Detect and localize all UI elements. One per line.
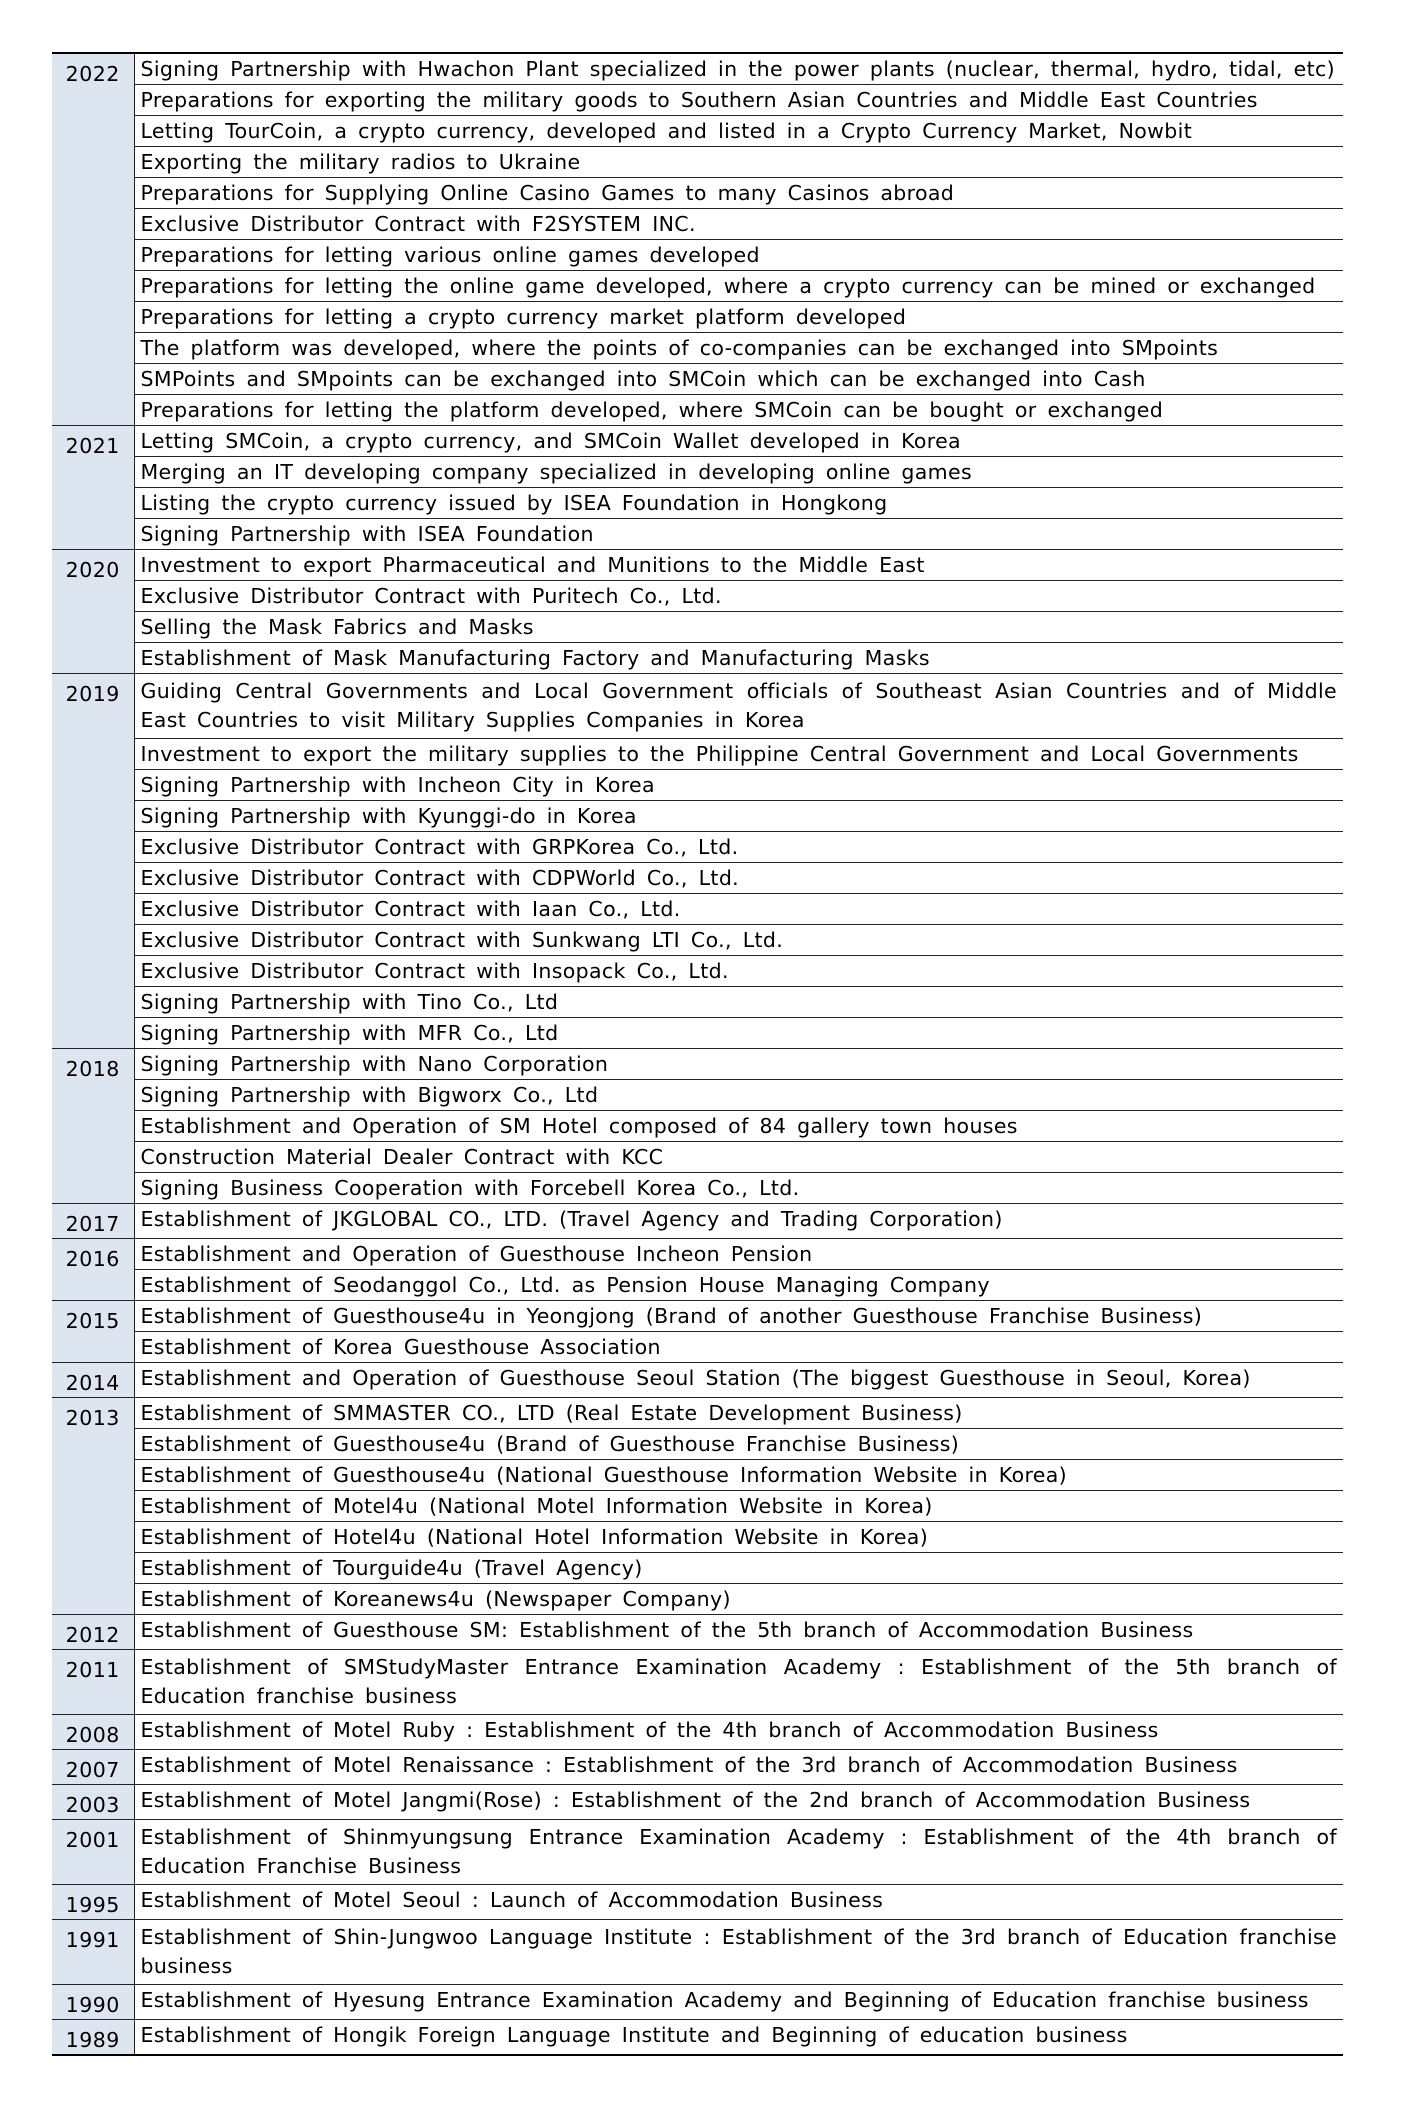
event-cell: Establishment of Guesthouse4u in Yeongjong (Brand of another Guesthouse Franchise Business) <box>134 1300 1343 1331</box>
event-cell: Guiding Central Governments and Local Government officials of Southeast Asian Countries and of Middle East Countries to visit Military Supplies Companies in Korea <box>134 673 1343 738</box>
event-cell: Establishment of Guesthouse4u (National Guesthouse Information Website in Korea) <box>134 1459 1343 1490</box>
history-row <box>52 1017 1343 1048</box>
event-cell: Exclusive Distributor Contract with Puritech Co., Ltd. <box>134 580 1343 611</box>
history-row <box>52 1583 1343 1614</box>
history-row <box>52 1819 1343 1884</box>
history-row <box>52 611 1343 642</box>
history-row <box>52 1649 1343 1714</box>
event-cell: SMPoints and SMpoints can be exchanged into SMCoin which can be exchanged into Cash <box>134 363 1343 394</box>
history-row <box>52 580 1343 611</box>
history-row <box>52 986 1343 1017</box>
year-cell: 2016 <box>52 1238 134 1300</box>
event-cell: Selling the Mask Fabrics and Masks <box>134 611 1343 642</box>
history-row <box>52 1490 1343 1521</box>
event-cell: Signing Business Cooperation with Forcebell Korea Co., Ltd. <box>134 1172 1343 1203</box>
event-cell: Preparations for letting various online games developed <box>134 239 1343 270</box>
history-row <box>52 487 1343 518</box>
event-cell: Establishment and Operation of Guesthouse Incheon Pension <box>134 1238 1343 1269</box>
history-row <box>52 642 1343 673</box>
history-row <box>52 1141 1343 1172</box>
event-cell: Preparations for Supplying Online Casino Games to many Casinos abroad <box>134 177 1343 208</box>
history-row <box>52 1331 1343 1362</box>
event-cell: Listing the crypto currency issued by ISEA Foundation in Hongkong <box>134 487 1343 518</box>
history-row <box>52 769 1343 800</box>
history-row <box>52 239 1343 270</box>
event-cell: Establishment of Guesthouse SM: Establishment of the 5th branch of Accommodation Business <box>134 1614 1343 1649</box>
event-cell: Establishment of Guesthouse4u (Brand of Guesthouse Franchise Business) <box>134 1428 1343 1459</box>
event-cell: Signing Partnership with Incheon City in Korea <box>134 769 1343 800</box>
company-history-table <box>52 52 1343 2056</box>
history-row <box>52 1300 1343 1331</box>
event-cell: Establishment of Tourguide4u (Travel Agency) <box>134 1552 1343 1583</box>
history-row <box>52 800 1343 831</box>
history-row <box>52 177 1343 208</box>
year-cell: 1990 <box>52 1984 134 2019</box>
history-row <box>52 270 1343 301</box>
history-row <box>52 394 1343 425</box>
history-row <box>52 53 1343 84</box>
event-cell: Establishment of Motel Seoul : Launch of Accommodation Business <box>134 1884 1343 1919</box>
history-row <box>52 115 1343 146</box>
history-row <box>52 549 1343 580</box>
history-row <box>52 208 1343 239</box>
year-cell: 2019 <box>52 673 134 1048</box>
event-cell: Establishment of Motel4u (National Motel Information Website in Korea) <box>134 1490 1343 1521</box>
year-cell: 2021 <box>52 425 134 549</box>
event-cell: Signing Partnership with Hwachon Plant specialized in the power plants (nuclear, thermal, hydro, tidal, etc) <box>134 53 1343 84</box>
event-cell: Exclusive Distributor Contract with Iaan Co., Ltd. <box>134 893 1343 924</box>
history-row <box>52 518 1343 549</box>
history-row <box>52 862 1343 893</box>
event-cell: Establishment and Operation of SM Hotel composed of 84 gallery town houses <box>134 1110 1343 1141</box>
event-cell: Establishment of Shinmyungsung Entrance Examination Academy : Establishment of the 4th branch of Education Franchise Business <box>134 1819 1343 1884</box>
event-cell: Signing Partnership with Kyunggi-do in Korea <box>134 800 1343 831</box>
history-row <box>52 1614 1343 1649</box>
event-cell: Establishment of Hotel4u (National Hotel Information Website in Korea) <box>134 1521 1343 1552</box>
event-cell: Establishment of Seodanggol Co., Ltd. as Pension House Managing Company <box>134 1269 1343 1300</box>
history-row <box>52 1884 1343 1919</box>
event-cell: Signing Partnership with ISEA Foundation <box>134 518 1343 549</box>
history-table-body <box>52 53 1343 2055</box>
history-row <box>52 301 1343 332</box>
history-row <box>52 1428 1343 1459</box>
event-cell: Signing Partnership with Nano Corporation <box>134 1048 1343 1079</box>
history-row <box>52 1552 1343 1583</box>
event-cell: Exclusive Distributor Contract with Sunkwang LTI Co., Ltd. <box>134 924 1343 955</box>
event-cell: Establishment of Motel Jangmi(Rose) : Establishment of the 2nd branch of Accommodation Business <box>134 1784 1343 1819</box>
event-cell: Preparations for exporting the military goods to Southern Asian Countries and Middle East Countries <box>134 84 1343 115</box>
year-cell: 2007 <box>52 1749 134 1784</box>
event-cell: Letting SMCoin, a crypto currency, and SMCoin Wallet developed in Korea <box>134 425 1343 456</box>
year-cell: 2022 <box>52 53 134 425</box>
event-cell: Establishment of SMMASTER CO., LTD (Real Estate Development Business) <box>134 1397 1343 1428</box>
event-cell: Preparations for letting the platform developed, where SMCoin can be bought or exchanged <box>134 394 1343 425</box>
event-cell: Exclusive Distributor Contract with Insopack Co., Ltd. <box>134 955 1343 986</box>
year-cell: 1989 <box>52 2019 134 2055</box>
event-cell: Exclusive Distributor Contract with CDPWorld Co., Ltd. <box>134 862 1343 893</box>
event-cell: Exclusive Distributor Contract with F2SYSTEM INC. <box>134 208 1343 239</box>
history-row <box>52 1784 1343 1819</box>
history-row <box>52 1459 1343 1490</box>
event-cell: Establishment of Hongik Foreign Language Institute and Beginning of education business <box>134 2019 1343 2055</box>
year-cell: 2014 <box>52 1362 134 1397</box>
event-cell: Establishment of Shin-Jungwoo Language Institute : Establishment of the 3rd branch of Education franchise business <box>134 1919 1343 1984</box>
history-row <box>52 1397 1343 1428</box>
event-cell: The platform was developed, where the points of co-companies can be exchanged into SMpoints <box>134 332 1343 363</box>
history-row <box>52 673 1343 738</box>
history-row <box>52 456 1343 487</box>
history-row <box>52 425 1343 456</box>
history-row <box>52 84 1343 115</box>
history-row <box>52 1984 1343 2019</box>
history-row <box>52 924 1343 955</box>
history-row <box>52 955 1343 986</box>
history-row <box>52 363 1343 394</box>
event-cell: Establishment of Motel Ruby : Establishment of the 4th branch of Accommodation Business <box>134 1714 1343 1749</box>
event-cell: Construction Material Dealer Contract with KCC <box>134 1141 1343 1172</box>
event-cell: Establishment of Korea Guesthouse Association <box>134 1331 1343 1362</box>
history-row <box>52 831 1343 862</box>
history-row <box>52 1079 1343 1110</box>
history-row <box>52 1238 1343 1269</box>
year-cell: 2017 <box>52 1203 134 1238</box>
year-cell: 2020 <box>52 549 134 673</box>
history-row <box>52 893 1343 924</box>
year-cell: 2013 <box>52 1397 134 1614</box>
history-row <box>52 1714 1343 1749</box>
history-row <box>52 1048 1343 1079</box>
history-row <box>52 1749 1343 1784</box>
event-cell: Merging an IT developing company specialized in developing online games <box>134 456 1343 487</box>
event-cell: Signing Partnership with Bigworx Co., Ltd <box>134 1079 1343 1110</box>
event-cell: Signing Partnership with MFR Co., Ltd <box>134 1017 1343 1048</box>
history-row <box>52 1919 1343 1984</box>
event-cell: Signing Partnership with Tino Co., Ltd <box>134 986 1343 1017</box>
history-row <box>52 332 1343 363</box>
history-row <box>52 1521 1343 1552</box>
year-cell: 2012 <box>52 1614 134 1649</box>
history-row <box>52 146 1343 177</box>
history-row <box>52 1362 1343 1397</box>
year-cell: 2003 <box>52 1784 134 1819</box>
event-cell: Preparations for letting a crypto currency market platform developed <box>134 301 1343 332</box>
year-cell: 2011 <box>52 1649 134 1714</box>
year-cell: 2001 <box>52 1819 134 1884</box>
history-row <box>52 738 1343 769</box>
year-cell: 2015 <box>52 1300 134 1362</box>
event-cell: Investment to export Pharmaceutical and Munitions to the Middle East <box>134 549 1343 580</box>
year-cell: 1991 <box>52 1919 134 1984</box>
event-cell: Establishment of SMStudyMaster Entrance Examination Academy : Establishment of the 5th branch of Education franchise business <box>134 1649 1343 1714</box>
event-cell: Establishment of JKGLOBAL CO., LTD. (Travel Agency and Trading Corporation) <box>134 1203 1343 1238</box>
event-cell: Investment to export the military supplies to the Philippine Central Government and Local Governments <box>134 738 1343 769</box>
history-row <box>52 1269 1343 1300</box>
history-row <box>52 1110 1343 1141</box>
event-cell: Establishment of Mask Manufacturing Factory and Manufacturing Masks <box>134 642 1343 673</box>
event-cell: Preparations for letting the online game developed, where a crypto currency can be mined or exchanged <box>134 270 1343 301</box>
history-row <box>52 1172 1343 1203</box>
event-cell: Exporting the military radios to Ukraine <box>134 146 1343 177</box>
event-cell: Letting TourCoin, a crypto currency, developed and listed in a Crypto Currency Market, Nowbit <box>134 115 1343 146</box>
history-row <box>52 1203 1343 1238</box>
event-cell: Exclusive Distributor Contract with GRPKorea Co., Ltd. <box>134 831 1343 862</box>
year-cell: 2018 <box>52 1048 134 1203</box>
event-cell: Establishment and Operation of Guesthouse Seoul Station (The biggest Guesthouse in Seoul, Korea) <box>134 1362 1343 1397</box>
event-cell: Establishment of Hyesung Entrance Examination Academy and Beginning of Education franchise business <box>134 1984 1343 2019</box>
year-cell: 1995 <box>52 1884 134 1919</box>
event-cell: Establishment of Motel Renaissance : Establishment of the 3rd branch of Accommodation Business <box>134 1749 1343 1784</box>
event-cell: Establishment of Koreanews4u (Newspaper Company) <box>134 1583 1343 1614</box>
year-cell: 2008 <box>52 1714 134 1749</box>
history-row <box>52 2019 1343 2055</box>
